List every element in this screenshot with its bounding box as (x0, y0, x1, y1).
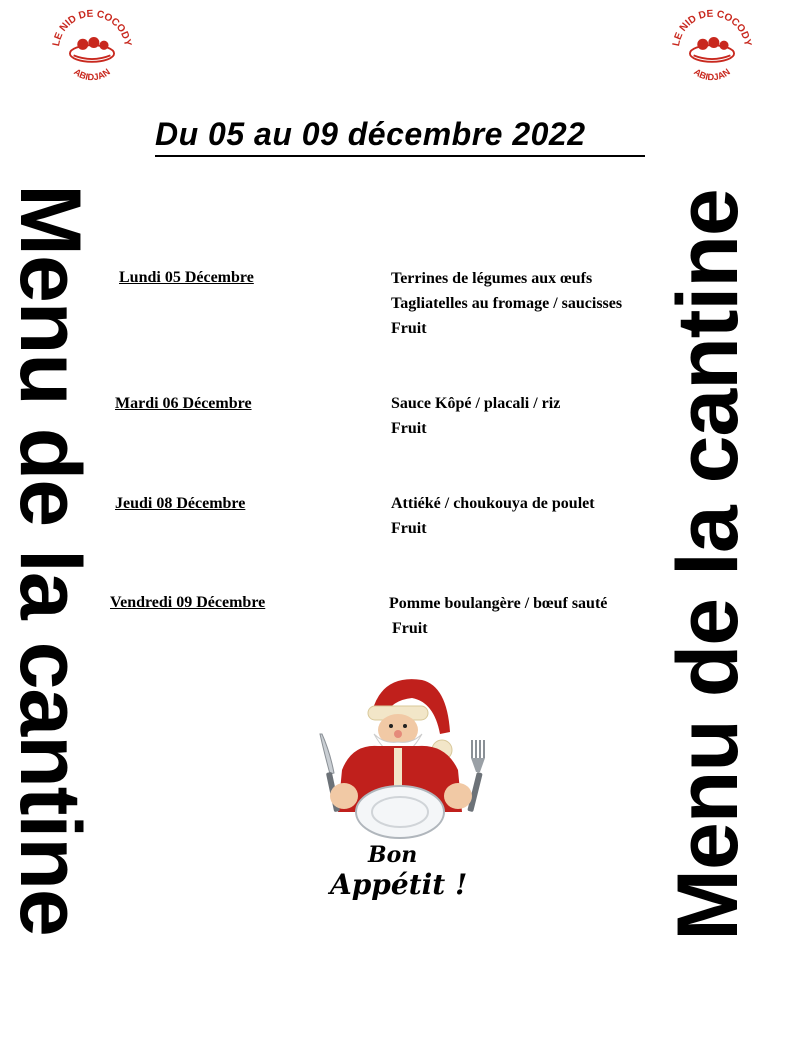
dish-item: Pomme boulangère / bœuf sauté (389, 595, 608, 612)
dishes-tuesday (391, 391, 560, 441)
school-logo-left (46, 2, 138, 94)
svg-text:ABIDJAN (72, 66, 112, 82)
plate-icon (356, 786, 444, 838)
school-logo-right (666, 2, 758, 94)
dish-item: Fruit (391, 320, 427, 337)
day-label-tuesday: Mardi 06 Décembre (115, 395, 252, 412)
dishes-thursday (391, 491, 595, 541)
dish-item: Terrines de légumes aux œufs (391, 270, 593, 287)
bon-appetit-line1: Bon (368, 842, 418, 868)
dish-item: Sauce Kôpé / placali / riz (391, 395, 561, 412)
week-title-text: Du 05 au 09 décembre 2022 (155, 116, 586, 152)
dishes-monday (391, 266, 622, 341)
week-title-underline (155, 155, 645, 157)
logo-city-right: ABIDJAN (692, 66, 732, 83)
logo-name: LE NID DE COCODY (51, 8, 133, 48)
dish-item: Fruit (392, 620, 428, 637)
svg-text:ABIDJAN (692, 66, 732, 82)
bon-appetit-lettering (318, 838, 478, 910)
dish-item: Attiéké / choukouya de poulet (391, 495, 595, 512)
dish-item: Fruit (391, 520, 427, 537)
day-label-monday: Lundi 05 Décembre (119, 269, 254, 286)
dish-item: Tagliatelles au fromage / saucisses (391, 295, 623, 312)
santa-illustration (312, 672, 492, 842)
bon-appetit-line2: Appétit ! (330, 868, 468, 901)
logo-name-right: LE NID DE COCODY (671, 8, 753, 48)
logo-city: ABIDJAN (72, 66, 112, 83)
day-label-thursday: Jeudi 08 Décembre (115, 495, 246, 512)
dishes-friday (389, 591, 607, 641)
week-title (155, 116, 645, 157)
day-label-friday: Vendredi 09 Décembre (110, 594, 266, 611)
dish-item: Fruit (391, 420, 427, 437)
side-title-left: Menu de la cantine (2, 184, 98, 936)
side-title-right: Menu de la cantine (660, 189, 756, 941)
